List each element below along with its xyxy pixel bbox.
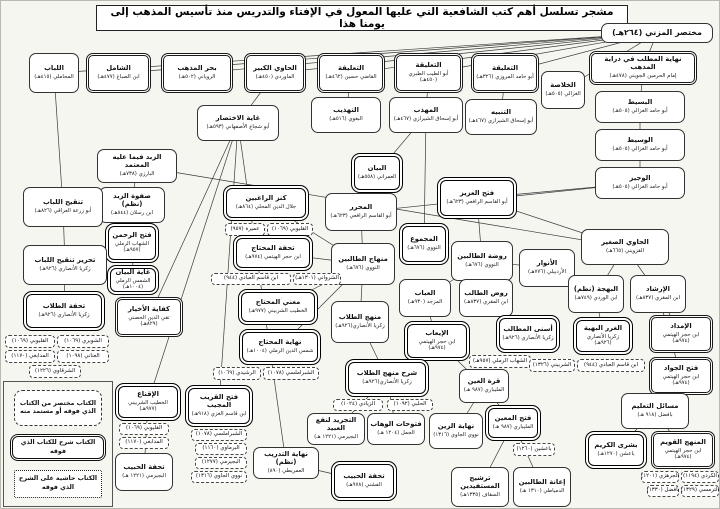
book-author: أبو القاسم الرافعي (٦٢٣هـ) (446, 198, 508, 205)
node-tuhfat_bujayrimi (115, 453, 173, 491)
book-author: أبو حامد الغزالي (٥٠٥هـ) (612, 107, 668, 114)
book-title: الأنوار (536, 259, 558, 268)
book-title: أسنى المطالب (503, 325, 553, 334)
book-author: ابن الوردي (٧٤٩هـ) (574, 294, 618, 301)
diagram-title: مشجر تسلسل أهم كتب الشافعية التي عليها المعول في الإفتاء والتدريس منذ تأسيس المذهب إلى يومنا هذا (96, 5, 628, 31)
node-rashidi (213, 367, 261, 380)
book-author: أبو حامد الغزالي (٥٠٥هـ) (612, 145, 668, 152)
book-title: نهاية المحتاج (258, 338, 302, 347)
book-title: الإيعاب (425, 329, 449, 338)
gloss-label: القليوبي (١٠٦٩) (11, 337, 49, 344)
node-bahr (161, 53, 233, 93)
node-ghurar (573, 317, 633, 355)
book-title: روض الطالب (464, 289, 508, 298)
node-shirwani (293, 273, 341, 285)
book-title: بشرى الكريم (594, 441, 638, 450)
book-author: أبو إسحاق الشيرازي (٤٦٧هـ) (393, 115, 459, 122)
node-anani (57, 350, 109, 363)
book-title: التعليقة (415, 61, 442, 70)
node-tahdhib (311, 97, 381, 133)
node-bahja (568, 275, 624, 313)
gloss-label: القليوبي (١٠٦٩) (125, 425, 163, 432)
book-author: العمراني (٥٥٨هـ) (357, 173, 397, 180)
book-title: تحفة الطلاب (42, 302, 86, 311)
node-hawi_saghir (581, 229, 669, 265)
gloss-label: ابن قاسم العبادي (٩٤٤) (583, 361, 639, 368)
gloss-label: البرماوي (١١٦٠) (202, 445, 240, 452)
book-author: زكريا الأنصاري (٩٢٦هـ) (502, 334, 554, 341)
node-tarmasi (681, 485, 719, 497)
book-author: الفشني (٩٧٨هـ) (346, 481, 382, 488)
book-title: التعليقة (337, 64, 365, 73)
book-author: زكريا الأنصاري(٩٢٦هـ) (335, 322, 385, 329)
legend-item-0: الكتاب مختصر من الكتاب الذي فوقه أو مستمد منه (14, 390, 102, 426)
book-author: زكريا الأنصاري(٩٢٦هـ) (362, 378, 412, 385)
node-tajrid (307, 413, 365, 445)
book-title: التهذيب (333, 106, 359, 115)
node-root (601, 23, 713, 43)
node-bujayrimi_fq (195, 457, 247, 469)
node-minhaj_qawim (651, 431, 715, 469)
node-taliqa_tabari (394, 53, 463, 93)
legend (3, 381, 113, 507)
book-author: ابن قاسم الغزي (٩١٨هـ) (191, 410, 247, 417)
node-shawbari (57, 335, 109, 348)
book-title: البيان (367, 164, 387, 173)
node-bafadl_h (647, 485, 679, 497)
book-author: السقاف (١٣٣٥هـ) (460, 491, 500, 498)
book-author: النووي (٦٧٦هـ) (346, 264, 380, 271)
book-title: الحاوي الكبير (253, 64, 297, 73)
book-title: نهاية الزين (437, 422, 475, 431)
gloss-label: عميرة (٩٥٧) (230, 225, 260, 232)
book-author: الشمس الرملي (١٠٠٤هـ) (115, 277, 151, 290)
book-author: أبو إسحاق الشيرازي (٤٦٧هـ) (468, 117, 534, 124)
node-iqna (115, 383, 181, 421)
node-fath_qarib (185, 385, 253, 427)
book-author: زكريا الأنصاري (٩٢٦هـ) (39, 265, 91, 272)
book-title: شرح منهج الطلاب (356, 369, 418, 378)
node-nawawi_jawi_fq (191, 471, 247, 483)
book-title: روضة الطالبين (457, 252, 507, 261)
book-title: تنقيح اللباب (42, 198, 84, 207)
node-fath_jawad (649, 357, 713, 395)
book-author: البجيرمي (١٢٢١ هـ) (122, 472, 166, 479)
book-title: الوجيز (629, 174, 651, 183)
book-author: الخطيب الشربيني (٩٧٧هـ) (248, 307, 308, 314)
book-title: الإرشاد (645, 285, 671, 294)
node-tahrir (23, 245, 107, 285)
book-title: البهجة (نظم) (573, 285, 619, 294)
book-author: أبو الطيب الطبري (٤٥٠هـ) (408, 70, 449, 83)
book-title: فتح القريب المجيب (199, 393, 239, 410)
book-title: فتوحات الوهاب (370, 420, 422, 429)
node-nihayat_matlab (589, 51, 697, 85)
gloss-label: الكردي (١١٩٤) (683, 473, 717, 480)
book-title: اللباب (44, 64, 64, 73)
node-tuhfat_fashni (331, 461, 397, 501)
book-title: بحر المذهب (177, 64, 217, 73)
book-author: البجيرمي (١٢٢١ هـ) (314, 433, 358, 440)
node-futuhat (367, 413, 425, 445)
node-jarhazi (641, 471, 679, 483)
gloss-label: الشبراملسي (١٠٧٨) (267, 369, 315, 376)
book-author: زكريا الأنصاري (٩٢٦هـ) (586, 333, 620, 346)
book-title: الإقناع (137, 390, 159, 399)
gloss-label: الرشيدي (١٠٦٩) (218, 369, 256, 376)
node-nihayat_tadrib (253, 447, 319, 479)
node-wasit (595, 129, 685, 161)
book-title: المحرر (349, 203, 373, 212)
node-minhaj_tullab (331, 301, 389, 343)
book-title: تحفة الحبيب (123, 463, 165, 472)
book-title: تحرير تنقيح اللباب (34, 256, 96, 265)
node-masail (621, 393, 689, 429)
book-title: قرة العين (467, 377, 501, 386)
book-title: الشامل (106, 64, 131, 73)
book-title: فتح العزيز (459, 189, 495, 198)
node-ghayat_ikhtisar (197, 105, 279, 141)
book-title: مسائل التعليم (631, 402, 679, 411)
book-title: الزبد فيما عليه المعتمد (112, 153, 162, 170)
node-madabighi_iq (119, 437, 169, 449)
book-title: كنز الراغبين (245, 194, 287, 203)
node-tanbih (465, 99, 537, 135)
node-tuhfat_muhtaj (233, 235, 313, 271)
gloss-label: باعشين (١٢٦٠) (516, 445, 552, 452)
book-author: شمس الدين الرملي (١٠٠٤هـ) (246, 347, 314, 354)
book-author: أبو حامد الغزالي (٥٠٥هـ) (612, 183, 668, 190)
book-title: مغني المحتاج (255, 298, 301, 307)
book-title: كفاية الأخيار (128, 305, 170, 314)
book-author: النووي (٦٧٦هـ) (465, 261, 499, 268)
book-author: ابن حجر الهيتمي (٩٧٤هـ) (662, 331, 700, 344)
node-taliqa_marwazi (471, 53, 539, 93)
book-author: النووي (٦٧٦هـ) (407, 244, 441, 251)
book-author: ابن رسلان (٨٤٤هـ) (110, 209, 154, 216)
node-bayan (351, 153, 403, 193)
book-title: العباب (414, 289, 436, 298)
book-author: القزويني (٦٦٥هـ) (605, 247, 645, 254)
gloss-label: نووي الجاوي (١٣١٦) (195, 473, 243, 480)
node-ibn_qasim_tm (211, 273, 291, 285)
book-title: تحفة الحبيب (343, 472, 385, 481)
gloss-label: الشهاب الرملي (٩٥٧هـ) (472, 357, 528, 364)
book-title: إعانة الطالبين (518, 478, 566, 487)
book-title: غاية البيان (115, 268, 151, 277)
book-author: الماوردي (٤٥٠هـ) (255, 73, 295, 80)
book-author: أبو شجاع الأصفهاني (٥٩٣هـ) (206, 123, 270, 130)
book-title: البسيط (627, 98, 653, 107)
node-ubab (399, 279, 451, 317)
book-title: المجموع (410, 235, 438, 244)
book-title: الغرر البهية (583, 324, 623, 333)
node-shamil (86, 53, 151, 93)
gloss-label: الجرهزي (١٢٠١) (641, 473, 679, 480)
book-title: منهاج الطالبين (338, 255, 388, 264)
node-barmawi (195, 443, 247, 455)
node-wajiz (595, 167, 685, 199)
book-author: الخطيب الشربيني (٩٧٧هـ) (128, 399, 168, 412)
book-author: بافضل (٩١٨ هـ) (637, 411, 673, 418)
gloss-label: الحلبي (١٠٩٢) (393, 401, 427, 408)
node-bashin_fm (513, 443, 555, 456)
book-title: المهذب (413, 106, 439, 115)
book-title: الوسيط (627, 136, 653, 145)
book-title: منهج الطلاب (338, 313, 382, 322)
node-qurrat (459, 369, 509, 403)
node-ghayat_bayan (107, 265, 159, 295)
gloss-label: الشرقاوي (١٢٢٦) (34, 367, 76, 374)
node-khulasa (541, 71, 585, 109)
node-safwat_zubad (99, 187, 165, 223)
book-title: ترشيح المستفيدين (460, 474, 500, 491)
book-title: المنهج القويم (660, 438, 706, 447)
node-muharrar (325, 193, 397, 231)
book-author: أبو حامد المروزي (٣٢٦هـ) (476, 73, 534, 80)
book-author: زكريا الأنصاري (٩٢٦هـ) (38, 311, 90, 318)
book-author: ابن حجر الهيتمي (٩٧٤هـ) (418, 338, 456, 351)
node-ianat (513, 467, 571, 507)
gloss-label: البجيرمي (١٢٧٧) (201, 459, 241, 466)
node-qalyubi_tt (5, 335, 55, 348)
book-title: الحاوي الصغير (601, 238, 649, 247)
book-title: الخلاصة (550, 81, 576, 90)
book-title: فتح الرحمن (112, 231, 152, 240)
book-author: الأردبيلي (٧٧٦هـ) (527, 268, 567, 275)
book-author: جلال الدين المحلي (٨٦٤هـ) (235, 203, 297, 210)
book-author: نووي الجاوي (١٣١٦) (433, 431, 479, 438)
book-author: المحاملي (٤١٥هـ) (34, 73, 74, 80)
book-author: الغزالي (٥٠٥هـ) (545, 90, 581, 97)
book-author: أبو زرعة العراقي (٨٢٦هـ) (34, 207, 92, 214)
gloss-label: الشربيني (١٣٢٦) (532, 361, 572, 368)
node-rawda (451, 241, 513, 281)
node-basit (595, 91, 685, 123)
book-author: الروياني (٥٠٢هـ) (178, 73, 216, 80)
book-title: فتح الجواد (663, 364, 699, 373)
book-author: إمام الحرمين الجويني (٤٧٨هـ) (609, 72, 677, 79)
book-author: البغوي (٥١٦هـ) (329, 115, 363, 122)
book-author: ابن حجر الهيتمي (٩٧٤هـ) (664, 447, 702, 460)
book-title: تحفة المحتاج (251, 244, 295, 253)
node-shihab_ramli_asna (469, 355, 531, 368)
node-sharh_mt (345, 359, 429, 397)
book-author: أبو القاسم الرافعي (٦٢٣هـ) (330, 212, 392, 219)
gloss-label: ابن قاسم العبادي (٩٤٤) (223, 275, 279, 282)
node-mughni (238, 289, 318, 325)
book-author: المزجد (٩٣٠هـ) (407, 298, 443, 305)
node-nihayat_muhtaj (239, 329, 321, 365)
book-title: نهاية المطلب في دراية المذهب (604, 55, 682, 72)
gloss-label: الترمسي (١٣٢٩) (680, 487, 720, 494)
book-author: البارزي (٧٣٨هـ) (119, 170, 155, 177)
book-author: ابن حجر الهيتمي (٩٧٤هـ) (662, 373, 700, 386)
gloss-label: الزيادي (١٠٢٤) (340, 401, 376, 408)
node-majmu (399, 223, 449, 265)
node-kifayat (115, 297, 183, 337)
node-iab (404, 321, 470, 361)
node-bushra (585, 431, 647, 469)
book-author: ابن الصباغ (٤٧٧هـ) (97, 73, 140, 80)
book-author: الجمل (١٢٠٤ هـ) (377, 429, 415, 436)
gloss-label: الشبراملسي (١٠٧٨) (195, 431, 243, 438)
node-hawi_kabir (244, 53, 306, 93)
book-author: تقي الدين الحصني (٨٢٩هـ) (128, 314, 170, 327)
node-shabramallisi_fq (191, 429, 247, 441)
node-lubab (29, 53, 79, 93)
book-author: ابن حجر الهيتمي (٩٧٤هـ) (245, 253, 301, 260)
book-title: صفوة الزبد (نظم) (113, 192, 151, 209)
gloss-label: المدابغي (١١٧٠) (11, 352, 49, 359)
node-fath_aziz (437, 177, 517, 219)
node-kurdi (681, 471, 719, 483)
book-title: مختصر المزني (٢٦٤هـ) (612, 28, 702, 38)
node-zubad (97, 149, 177, 183)
node-irshad (630, 275, 686, 313)
node-sharqawi (29, 365, 81, 378)
book-author: العمريطي (٨٩٠) (267, 467, 305, 474)
legend-item-1: الكتاب شرح للكتاب الذي فوقه (10, 434, 106, 461)
node-imdad (649, 315, 713, 353)
node-halabi (387, 399, 433, 411)
gloss-label: الشرواني (١٣٠١هـ) (295, 275, 339, 282)
node-fath_rahman (105, 223, 159, 263)
book-author: القاضي حسين (٤٦٢هـ) (325, 73, 377, 80)
node-madabighi_tt (5, 350, 55, 363)
node-ibn_qasim_gh (577, 359, 645, 372)
node-tarshih (451, 467, 509, 507)
book-author: الدمياطي (١٣١٠ هـ) (519, 487, 565, 494)
book-author: المليباري (٩٨٧ هـ) (492, 423, 534, 430)
node-shabramallisi_nm (263, 367, 319, 380)
node-tuhfat_tullab (23, 291, 105, 331)
book-title: التجريد لنفع العبيد (315, 416, 357, 433)
legend-item-2: الكتاب حاشية على الشرح الذي فوقه (14, 470, 102, 498)
book-author: ابن المقري (٨٣٧هـ) (635, 294, 681, 301)
gloss-label: الشوبري (١٠٦٩) (64, 337, 102, 344)
node-kanz (223, 185, 309, 221)
gloss-label: المدابغي (١١٧٠) (125, 439, 163, 446)
book-title: فتح المعين (494, 414, 532, 423)
node-taliqa_husayn (317, 53, 385, 93)
node-tanqih_lubab (23, 187, 103, 227)
book-author: الشهاب الرملي (٩٥٧هـ) (114, 240, 150, 253)
book-author: باعشن (١٢٧٠هـ) (597, 450, 635, 457)
book-title: غاية الاختصار (215, 114, 261, 123)
gloss-label: القليوبي (١٠٦٩) (271, 225, 309, 232)
node-asna (496, 315, 560, 353)
node-rawd (459, 279, 513, 317)
gloss-label: بافضل (١٣٣٠) (646, 487, 680, 494)
node-muhadhdhab (389, 97, 463, 133)
node-sherbini_gh (529, 359, 575, 372)
node-anwar (519, 249, 575, 287)
node-qalyubi_iq (119, 423, 169, 435)
book-title: التنبيه (490, 108, 512, 117)
book-title: التعليقة (491, 64, 519, 73)
book-title: الإمداد (670, 322, 692, 331)
node-ziyadi (333, 399, 383, 411)
book-title: نهاية التدريب (نظم) (264, 450, 308, 467)
gloss-label: العناني (١٠٩٨) (66, 352, 100, 359)
node-nihayat_zayn (429, 413, 483, 449)
book-author: المليباري (٩٨٧ هـ) (463, 386, 505, 393)
book-author: ابن المقري (٨٣٧هـ) (463, 298, 509, 305)
node-fath_muin (485, 405, 541, 441)
